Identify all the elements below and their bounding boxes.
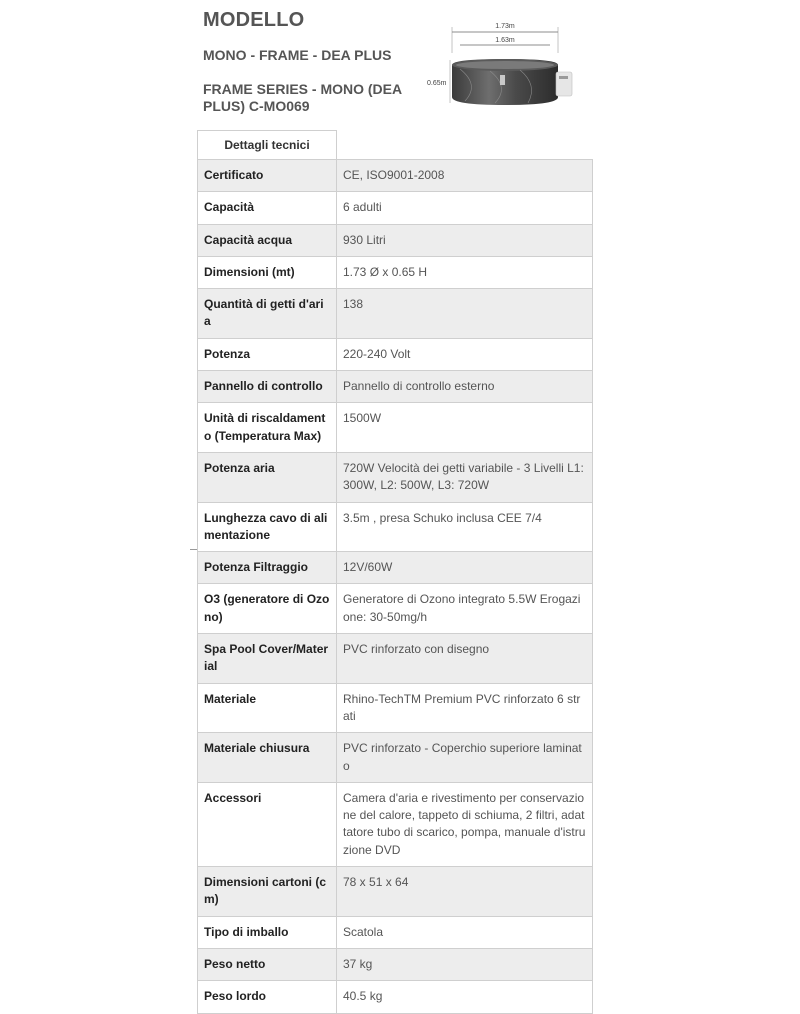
spec-key: Accessori (198, 782, 337, 866)
model-series: FRAME SERIES - MONO (DEA PLUS) C-MO069 (203, 81, 402, 114)
table-row (198, 981, 593, 1013)
spec-value: 37 kg (337, 948, 593, 980)
spec-key: Potenza aria (198, 452, 337, 502)
spec-key: Unità di riscaldamento (Temperatura Max) (198, 403, 337, 453)
spec-key: Materiale chiusura (198, 733, 337, 783)
table-row (198, 782, 593, 866)
table-row (198, 948, 593, 980)
spec-value: 40.5 kg (337, 981, 593, 1013)
table-row (198, 634, 593, 684)
spec-key: Potenza (198, 338, 337, 370)
spec-key: Lunghezza cavo di alimentazione (198, 502, 337, 552)
spec-key: Tipo di imballo (198, 916, 337, 948)
table-row (198, 916, 593, 948)
spec-value: Camera d'aria e rivestimento per conservazione del calore, tappeto di schiuma, 2 filtri, adattatore tubo di scarico, pompa, manuale d'istruzione DVD (337, 782, 593, 866)
spec-value: Pannello di controllo esterno (337, 371, 593, 403)
spec-key: Capacità (198, 192, 337, 224)
spec-key: Peso lordo (198, 981, 337, 1013)
spec-key: Potenza Filtraggio (198, 552, 337, 584)
inner-width-label: 1.63m (495, 37, 515, 44)
table-row (198, 224, 593, 256)
spec-value: PVC rinforzato - Coperchio superiore laminato (337, 733, 593, 783)
table-row (198, 371, 593, 403)
spa-tub-image (420, 15, 590, 115)
spec-key: Spa Pool Cover/Material (198, 634, 337, 684)
spec-value: 3.5m , presa Schuko inclusa CEE 7/4 (337, 502, 593, 552)
model-title: MODELLO (203, 9, 305, 31)
spec-value: 720W Velocità dei getti variabile - 3 Livelli L1: 300W, L2: 500W, L3: 720W (337, 452, 593, 502)
spec-value: 138 (337, 289, 593, 339)
model-subtitle: MONO - FRAME - DEA PLUS (203, 47, 392, 63)
spec-value: 6 adulti (337, 192, 593, 224)
table-row (198, 867, 593, 917)
spec-value: 1500W (337, 403, 593, 453)
table-row (198, 452, 593, 502)
spec-value: Generatore di Ozono integrato 5.5W Erogazione: 30-50mg/h (337, 584, 593, 634)
spec-key: Dimensioni cartoni (cm) (198, 867, 337, 917)
spec-key: Dimensioni (mt) (198, 256, 337, 288)
spec-key: Materiale (198, 683, 337, 733)
spec-value: 1.73 Ø x 0.65 H (337, 256, 593, 288)
spec-value: 78 x 51 x 64 (337, 867, 593, 917)
height-label: 0.65m (427, 80, 447, 87)
table-row (198, 256, 593, 288)
table-row (198, 683, 593, 733)
table-row (198, 289, 593, 339)
table-row (198, 733, 593, 783)
specs-table (197, 159, 593, 1014)
spec-value: 12V/60W (337, 552, 593, 584)
table-row (198, 584, 593, 634)
table-row (198, 338, 593, 370)
table-row (198, 403, 593, 453)
spec-value: Scatola (337, 916, 593, 948)
table-row (198, 552, 593, 584)
table-row (198, 192, 593, 224)
outer-width-label: 1.73m (495, 23, 515, 30)
spec-key: Quantità di getti d'aria (198, 289, 337, 339)
table-row (198, 502, 593, 552)
spec-key: Peso netto (198, 948, 337, 980)
spec-value: PVC rinforzato con disegno (337, 634, 593, 684)
spec-value: 220-240 Volt (337, 338, 593, 370)
table-row (198, 160, 593, 192)
spec-key: Certificato (198, 160, 337, 192)
spec-value: CE, ISO9001-2008 (337, 160, 593, 192)
spec-key: Pannello di controllo (198, 371, 337, 403)
spec-value: Rhino-TechTM Premium PVC rinforzato 6 strati (337, 683, 593, 733)
spec-value: 930 Litri (337, 224, 593, 256)
spec-key: Capacità acqua (198, 224, 337, 256)
spec-key: O3 (generatore di Ozono) (198, 584, 337, 634)
tab-technical-details[interactable]: Dettagli tecnici (197, 130, 337, 159)
